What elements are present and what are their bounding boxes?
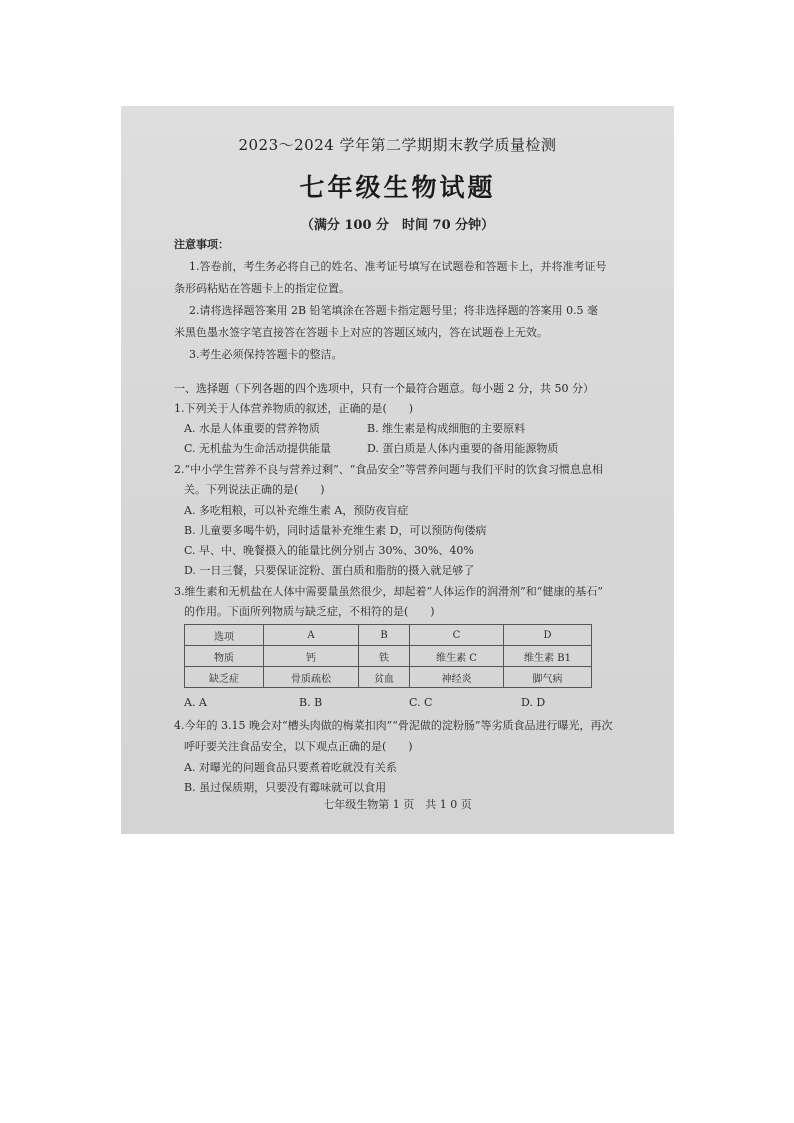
q2-option-d: D. 一日三餐，只要保证淀粉、蛋白质和脂肪的摄入就足够了 xyxy=(184,564,475,577)
q3-option-a: A. A xyxy=(184,696,207,709)
notice-line-2: 条形码粘贴在答题卡上的指定位置。 xyxy=(174,282,350,295)
q2-stem-line-2: 关。下列说法正确的是( ) xyxy=(184,483,325,496)
notice-line-3: 2.请将选择题答案用 2B 铅笔填涂在答题卡指定题号里；将非选择题的答案用 0.5 毫 xyxy=(189,304,599,317)
table-cell: 缺乏症 xyxy=(185,667,264,688)
table-cell: 选项 xyxy=(185,625,264,646)
table-cell: D xyxy=(504,625,592,646)
table-cell: A xyxy=(264,625,359,646)
exam-term-line: 2023～2024 学年第二学期期末教学质量检测 xyxy=(238,136,557,154)
q4-stem-line-1: 4.今年的 3.15 晚会对“槽头肉做的梅菜扣肉”“骨泥做的淀粉肠”等劣质食品进行曝光，再次 xyxy=(174,719,613,732)
table-row xyxy=(185,625,592,646)
page-footer: 七年级生物第 1 页 共 1 0 页 xyxy=(323,798,472,811)
q4-stem-line-2: 呼吁要关注食品安全，以下观点正确的是( ) xyxy=(184,740,413,753)
table-row xyxy=(185,667,592,688)
notice-line-1: 1.答卷前，考生务必将自己的姓名、准考证号填写在试题卷和答题卡上，并将准考证号 xyxy=(189,260,607,273)
exam-title: 七年级生物试题 xyxy=(299,173,496,202)
table-row xyxy=(185,646,592,667)
table-cell: 脚气病 xyxy=(504,667,592,688)
table-cell: 维生素 B1 xyxy=(504,646,592,667)
q2-option-b: B. 儿童要多喝牛奶，同时适量补充维生素 D，可以预防佝偻病 xyxy=(184,524,487,537)
q4-option-a: A. 对曝光的问题食品只要煮着吃就没有关系 xyxy=(184,761,397,774)
q1-option-d: D. 蛋白质是人体内重要的备用能源物质 xyxy=(367,442,559,455)
q3-option-d: D. D xyxy=(521,696,546,709)
q3-stem-line-2: 的作用。下面所列物质与缺乏症，不相符的是( ) xyxy=(184,605,435,618)
q1-stem: 1.下列关于人体营养物质的叙述，正确的是( ) xyxy=(174,402,414,415)
q3-stem-line-1: 3.维生素和无机盐在人体中需要量虽然很少，却起着“人体运作的润滑剂”和“健康的基石” xyxy=(174,585,603,598)
q3-option-c: C. C xyxy=(409,696,433,709)
table-cell: B xyxy=(359,625,410,646)
q1-option-b: B. 维生素是构成细胞的主要原料 xyxy=(367,422,526,435)
q2-option-c: C. 早、中、晚餐摄入的能量比例分别占 30%、30%、40% xyxy=(184,544,474,557)
exam-page-photo xyxy=(121,106,674,834)
q2-stem-line-1: 2.“中小学生营养不良与营养过剩”、“食品安全”等营养问题与我们平时的饮食习惯息息相 xyxy=(174,463,603,476)
q3-option-b: B. B xyxy=(299,696,323,709)
table-cell: C xyxy=(410,625,504,646)
notice-heading: 注意事项： xyxy=(174,238,229,251)
table-cell: 钙 xyxy=(264,646,359,667)
table-cell: 骨质疏松 xyxy=(264,667,359,688)
table-cell: 神经炎 xyxy=(410,667,504,688)
notice-line-4: 米黑色墨水签字笔直接答在答题卡上对应的答题区域内，答在试题卷上无效。 xyxy=(174,326,548,339)
q2-option-a: A. 多吃粗粮，可以补充维生素 A，预防夜盲症 xyxy=(184,504,409,517)
q3-table xyxy=(184,624,592,688)
notice-line-5: 3.考生必须保持答题卡的整洁。 xyxy=(189,348,343,361)
table-cell: 维生素 C xyxy=(410,646,504,667)
q4-option-b: B. 虽过保质期，只要没有霉味就可以食用 xyxy=(184,781,387,794)
table-cell: 贫血 xyxy=(359,667,410,688)
q1-option-a: A. 水是人体重要的营养物质 xyxy=(184,422,320,435)
table-cell: 铁 xyxy=(359,646,410,667)
exam-subtitle: （满分 100 分 时间 70 分钟） xyxy=(300,218,495,233)
q1-option-c: C. 无机盐为生命活动提供能量 xyxy=(184,442,332,455)
section-heading: 一、选择题（下列各题的四个选项中，只有一个最符合题意。每小题 2 分，共 50 分） xyxy=(174,382,594,395)
table-cell: 物质 xyxy=(185,646,264,667)
